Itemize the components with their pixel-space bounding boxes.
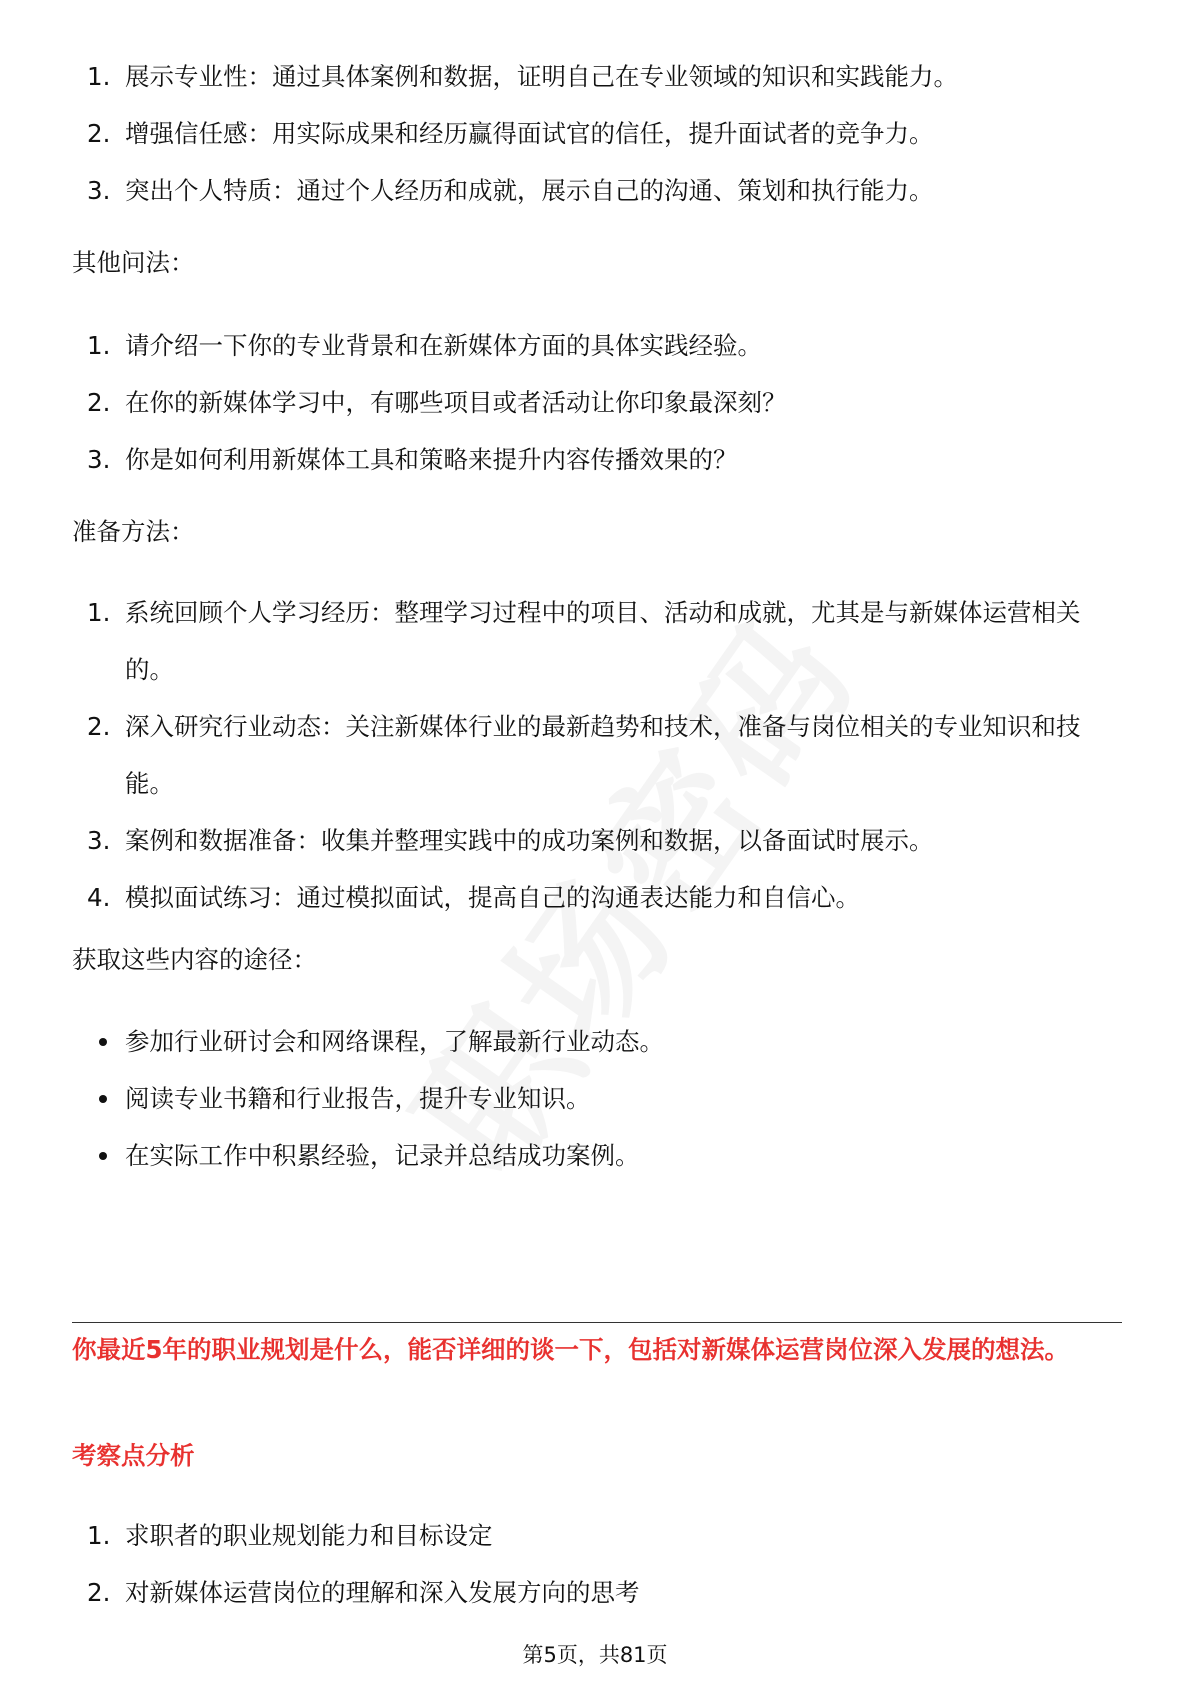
list-text: 案例和数据准备：收集并整理实践中的成功案例和数据，以备面试时展示。 <box>125 826 934 855</box>
bullet-icon <box>99 1038 107 1046</box>
list-item <box>72 1507 1122 1564</box>
analysis-list <box>72 1507 1122 1621</box>
list-item <box>72 317 1122 374</box>
list-text: 阅读专业书籍和行业报告，提升专业知识。 <box>125 1084 591 1113</box>
list-item <box>72 1564 1122 1621</box>
other-questions-list <box>72 317 1122 488</box>
analysis-heading: 考察点分析 <box>72 1441 195 1470</box>
list-item <box>72 431 1122 488</box>
preparation-list <box>72 584 1122 926</box>
list-text: 突出个人特质：通过个人经历和成就，展示自己的沟通、策划和执行能力。 <box>125 176 934 205</box>
question-title: 你最近5年的职业规划是什么，能否详细的谈一下，包括对新媒体运营岗位深入发展的想法。 <box>72 1335 1070 1364</box>
list-text: 模拟面试练习：通过模拟面试，提高自己的沟通表达能力和自信心。 <box>125 883 860 912</box>
preparation-heading: 准备方法： <box>72 517 195 546</box>
list-number: 1. <box>87 1521 111 1550</box>
list-text: 深入研究行业动态：关注新媒体行业的最新趋势和技术，准备与岗位相关的专业知识和技能。 <box>125 712 1081 798</box>
list-item <box>72 374 1122 431</box>
other-questions-heading: 其他问法： <box>72 248 195 277</box>
list-item <box>72 48 1122 105</box>
list-text: 在实际工作中积累经验，记录并总结成功案例。 <box>125 1141 640 1170</box>
list-number: 3. <box>87 826 111 855</box>
list-text: 在你的新媒体学习中，有哪些项目或者活动让你印象最深刻？ <box>125 388 787 417</box>
list-item <box>72 698 1122 812</box>
page-number: 第5页，共81页 <box>522 1643 668 1667</box>
list-text: 你是如何利用新媒体工具和策略来提升内容传播效果的？ <box>125 445 738 474</box>
list-text: 系统回顾个人学习经历：整理学习过程中的项目、活动和成就，尤其是与新媒体运营相关的。 <box>125 598 1081 684</box>
sources-heading: 获取这些内容的途径： <box>72 945 317 974</box>
list-text: 对新媒体运营岗位的理解和深入发展方向的思考 <box>125 1578 640 1607</box>
list-number: 3. <box>87 445 111 474</box>
list-text: 参加行业研讨会和网络课程，了解最新行业动态。 <box>125 1027 664 1056</box>
list-number: 2. <box>87 119 111 148</box>
list-number: 2. <box>87 1578 111 1607</box>
sources-list <box>72 1013 1122 1184</box>
list-text: 增强信任感：用实际成果和经历赢得面试官的信任，提升面试者的竞争力。 <box>125 119 934 148</box>
list-number: 1. <box>87 62 111 91</box>
section-divider <box>72 1322 1122 1323</box>
list-number: 2. <box>87 712 111 741</box>
list-number: 4. <box>87 883 111 912</box>
list-number: 1. <box>87 598 111 627</box>
list-item <box>72 162 1122 219</box>
list-item <box>72 1070 1122 1127</box>
list-text: 请介绍一下你的专业背景和在新媒体方面的具体实践经验。 <box>125 331 762 360</box>
list-text: 展示专业性：通过具体案例和数据，证明自己在专业领域的知识和实践能力。 <box>125 62 958 91</box>
list-number: 3. <box>87 176 111 205</box>
bullet-icon <box>99 1152 107 1160</box>
intro-list <box>72 48 1122 219</box>
list-item <box>72 869 1122 926</box>
list-number: 2. <box>87 388 111 417</box>
list-item <box>72 812 1122 869</box>
list-number: 1. <box>87 331 111 360</box>
list-item <box>72 1013 1122 1070</box>
list-item <box>72 1127 1122 1184</box>
list-item <box>72 105 1122 162</box>
bullet-icon <box>99 1095 107 1103</box>
list-item <box>72 584 1122 698</box>
list-text: 求职者的职业规划能力和目标设定 <box>125 1521 493 1550</box>
